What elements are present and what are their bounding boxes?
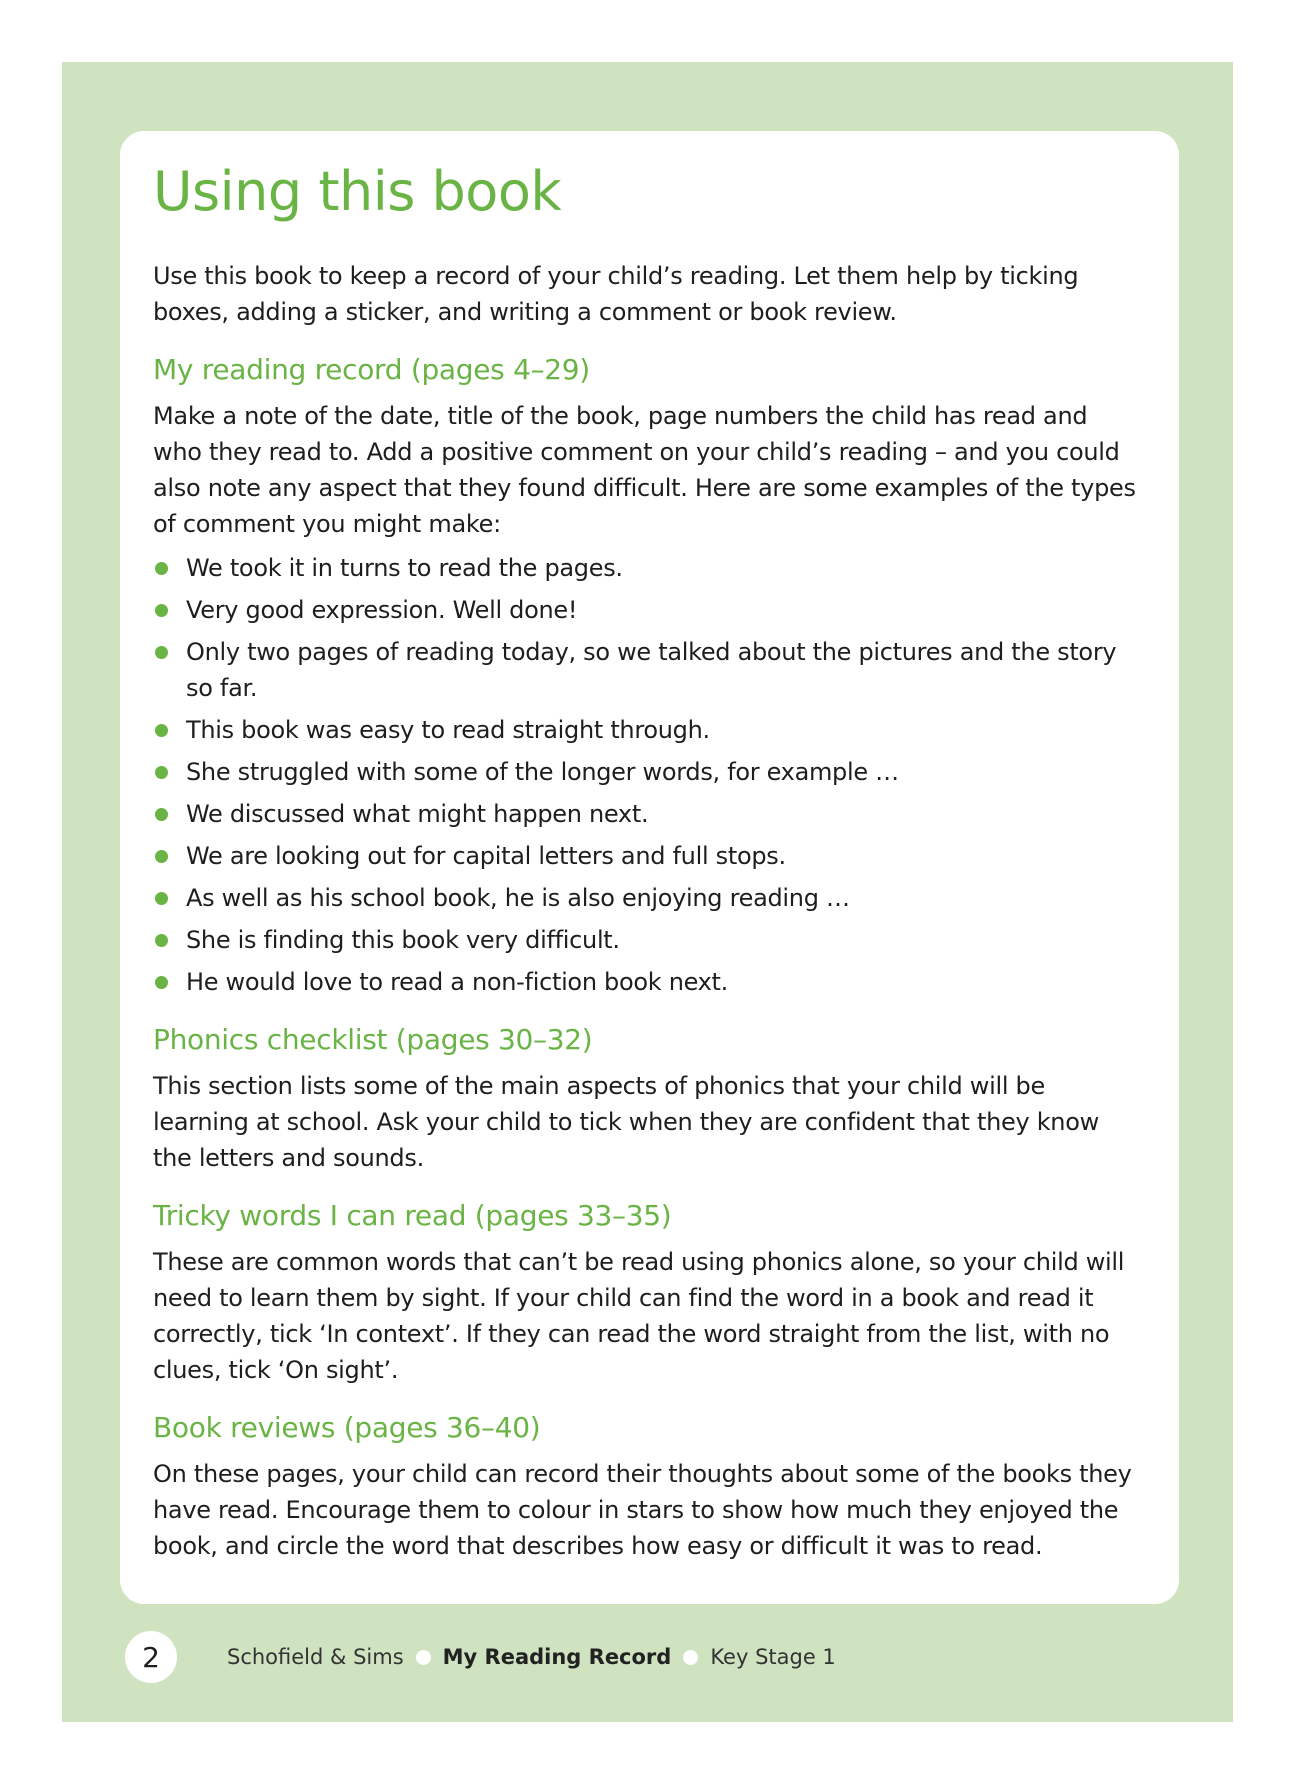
list-item <box>153 964 1143 1000</box>
bullet-icon <box>155 808 168 821</box>
list-item <box>153 838 1143 874</box>
list-item-text: We discussed what might happen next. <box>186 800 649 828</box>
list-item-text: She struggled with some of the longer words, for example … <box>186 758 899 786</box>
list-item-text: She is finding this book very difficult. <box>186 926 620 954</box>
page-number: 2 <box>125 1631 177 1683</box>
reading-record-heading: My reading record (pages 4–29) <box>153 353 590 386</box>
list-item-text: He would love to read a non-fiction book next. <box>186 968 728 996</box>
list-item <box>153 592 1143 628</box>
bullet-icon <box>155 724 168 737</box>
bullet-icon <box>155 562 168 575</box>
phonics-paragraph: This section lists some of the main aspects of phonics that your child will be learning at school. Ask your child to tick when they are confident that they know the letters and sounds. <box>153 1072 1099 1172</box>
book-reviews-paragraph: On these pages, your child can record their thoughts about some of the books they have read. Encourage them to colour in stars to show how much they enjoyed the book, and circle the word that describes how easy or difficult it was to read. <box>153 1460 1132 1560</box>
bullet-icon <box>155 976 168 989</box>
list-item-text: We are looking out for capital letters and full stops. <box>186 842 786 870</box>
bullet-icon <box>155 604 168 617</box>
main-content <box>153 152 1143 1564</box>
bullet-icon <box>155 934 168 947</box>
comment-examples-list <box>153 550 1143 1000</box>
phonics-heading: Phonics checklist (pages 30–32) <box>153 1023 593 1056</box>
footer-publisher: Schofield & Sims <box>227 1645 404 1669</box>
list-item-text: This book was easy to read straight through. <box>186 716 710 744</box>
list-item <box>153 550 1143 586</box>
page-footer <box>125 1631 836 1683</box>
list-item-text: Very good expression. Well done! <box>186 596 578 624</box>
list-item <box>153 634 1143 706</box>
footer-separator-icon <box>683 1650 698 1665</box>
list-item <box>153 712 1143 748</box>
reading-record-paragraph: Make a note of the date, title of the book, page numbers the child has read and who they read to. Add a positive comment on your child’s reading – and you could also note any aspect that they found difficult. Here are some examples of the types of comment you might make: <box>153 402 1136 538</box>
list-item <box>153 754 1143 790</box>
list-item-text: Only two pages of reading today, so we talked about the pictures and the story so far. <box>186 638 1117 702</box>
footer-series-title: My Reading Record <box>442 1645 672 1669</box>
list-item-text: We took it in turns to read the pages. <box>186 554 623 582</box>
bullet-icon <box>155 766 168 779</box>
page-title: Using this book <box>153 160 562 223</box>
footer-separator-icon <box>416 1650 431 1665</box>
intro-paragraph: Use this book to keep a record of your child’s reading. Let them help by ticking boxes, adding a sticker, and writing a comment or book review. <box>153 262 1079 326</box>
book-reviews-heading: Book reviews (pages 36–40) <box>153 1411 541 1444</box>
list-item <box>153 796 1143 832</box>
list-item <box>153 880 1143 916</box>
tricky-words-paragraph: These are common words that can’t be read using phonics alone, so your child will need to learn them by sight. If your child can find the word in a book and read it correctly, tick ‘In context’. If they can read the word straight from the list, with no clues, tick ‘On sight’. <box>153 1248 1125 1384</box>
list-item-text: As well as his school book, he is also enjoying reading … <box>186 884 850 912</box>
list-item <box>153 922 1143 958</box>
tricky-words-heading: Tricky words I can read (pages 33–35) <box>153 1199 672 1232</box>
bullet-icon <box>155 892 168 905</box>
footer-key-stage: Key Stage 1 <box>710 1645 836 1669</box>
bullet-icon <box>155 850 168 863</box>
bullet-icon <box>155 646 168 659</box>
